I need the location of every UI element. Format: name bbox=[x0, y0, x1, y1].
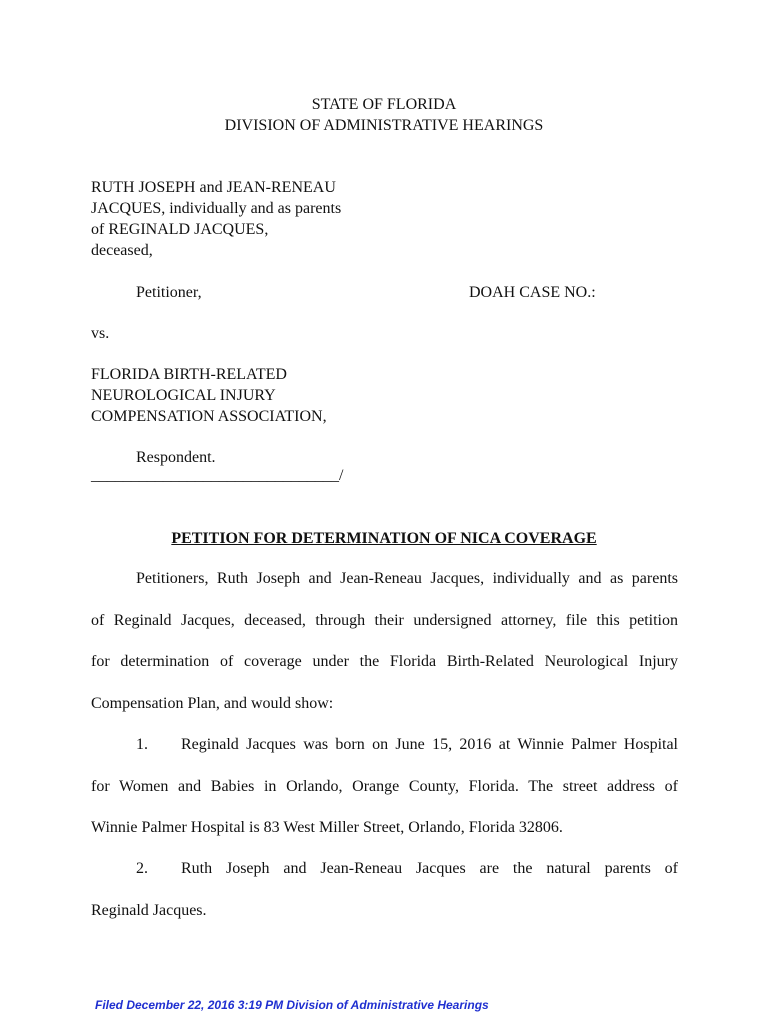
paragraph-1 bbox=[91, 724, 678, 849]
paragraph-2-line-2: Reginald Jacques. bbox=[91, 901, 207, 919]
petitioner-line-2: JACQUES, individually and as parents bbox=[91, 200, 342, 217]
petitioner-line-4: deceased, bbox=[91, 242, 153, 259]
paragraph-1-line-1: Reginald Jacques was born on June 15, 2016 at Winnie Palmer Hospital bbox=[181, 736, 678, 753]
intro-line-2: of Reginald Jacques, deceased, through their undersigned attorney, file this petition bbox=[91, 611, 678, 629]
intro-line-1: Petitioners, Ruth Joseph and Jean-Reneau Jacques, individually and as parents bbox=[136, 570, 678, 587]
intro-line-4: Compensation Plan, and would show: bbox=[91, 694, 334, 712]
petition-title: PETITION FOR DETERMINATION OF NICA COVERAGE bbox=[171, 530, 597, 547]
intro-paragraph bbox=[91, 558, 678, 724]
filed-stamp: Filed December 22, 2016 3:19 PM Division of Administrative Hearings bbox=[95, 998, 489, 1012]
paragraph-2 bbox=[91, 848, 678, 931]
respondent-line-2: NEUROLOGICAL INJURY bbox=[91, 387, 276, 404]
paragraph-1-line-3: Winnie Palmer Hospital is 83 West Miller Street, Orlando, Florida 32806. bbox=[91, 819, 563, 836]
versus-label: vs. bbox=[91, 325, 110, 342]
respondent-line-3: COMPENSATION ASSOCIATION, bbox=[91, 408, 327, 425]
petitioner-line-1: RUTH JOSEPH and JEAN-RENEAU bbox=[91, 179, 336, 196]
paragraph-1-number: 1. bbox=[136, 736, 148, 753]
petitioner-label: Petitioner, bbox=[136, 284, 202, 301]
paragraph-2-number: 2. bbox=[136, 860, 148, 877]
case-number-label: DOAH CASE NO.: bbox=[469, 284, 596, 301]
paragraph-1-line-2: for Women and Babies in Orlando, Orange County, Florida. The street address of bbox=[91, 777, 678, 795]
header-state: STATE OF FLORIDA bbox=[311, 96, 457, 113]
header-division: DIVISION OF ADMINISTRATIVE HEARINGS bbox=[224, 117, 544, 134]
paragraph-2-line-1: Ruth Joseph and Jean-Reneau Jacques are the natural parents of bbox=[181, 860, 678, 877]
respondent-line-1: FLORIDA BIRTH-RELATED bbox=[91, 366, 287, 383]
caption-signature-line: _______________________________/ bbox=[91, 467, 344, 484]
intro-line-3: for determination of coverage under the Florida Birth-Related Neurological Injury bbox=[91, 653, 678, 670]
petitioner-line-3: of REGINALD JACQUES, bbox=[91, 221, 269, 238]
respondent-label: Respondent. bbox=[136, 449, 216, 466]
